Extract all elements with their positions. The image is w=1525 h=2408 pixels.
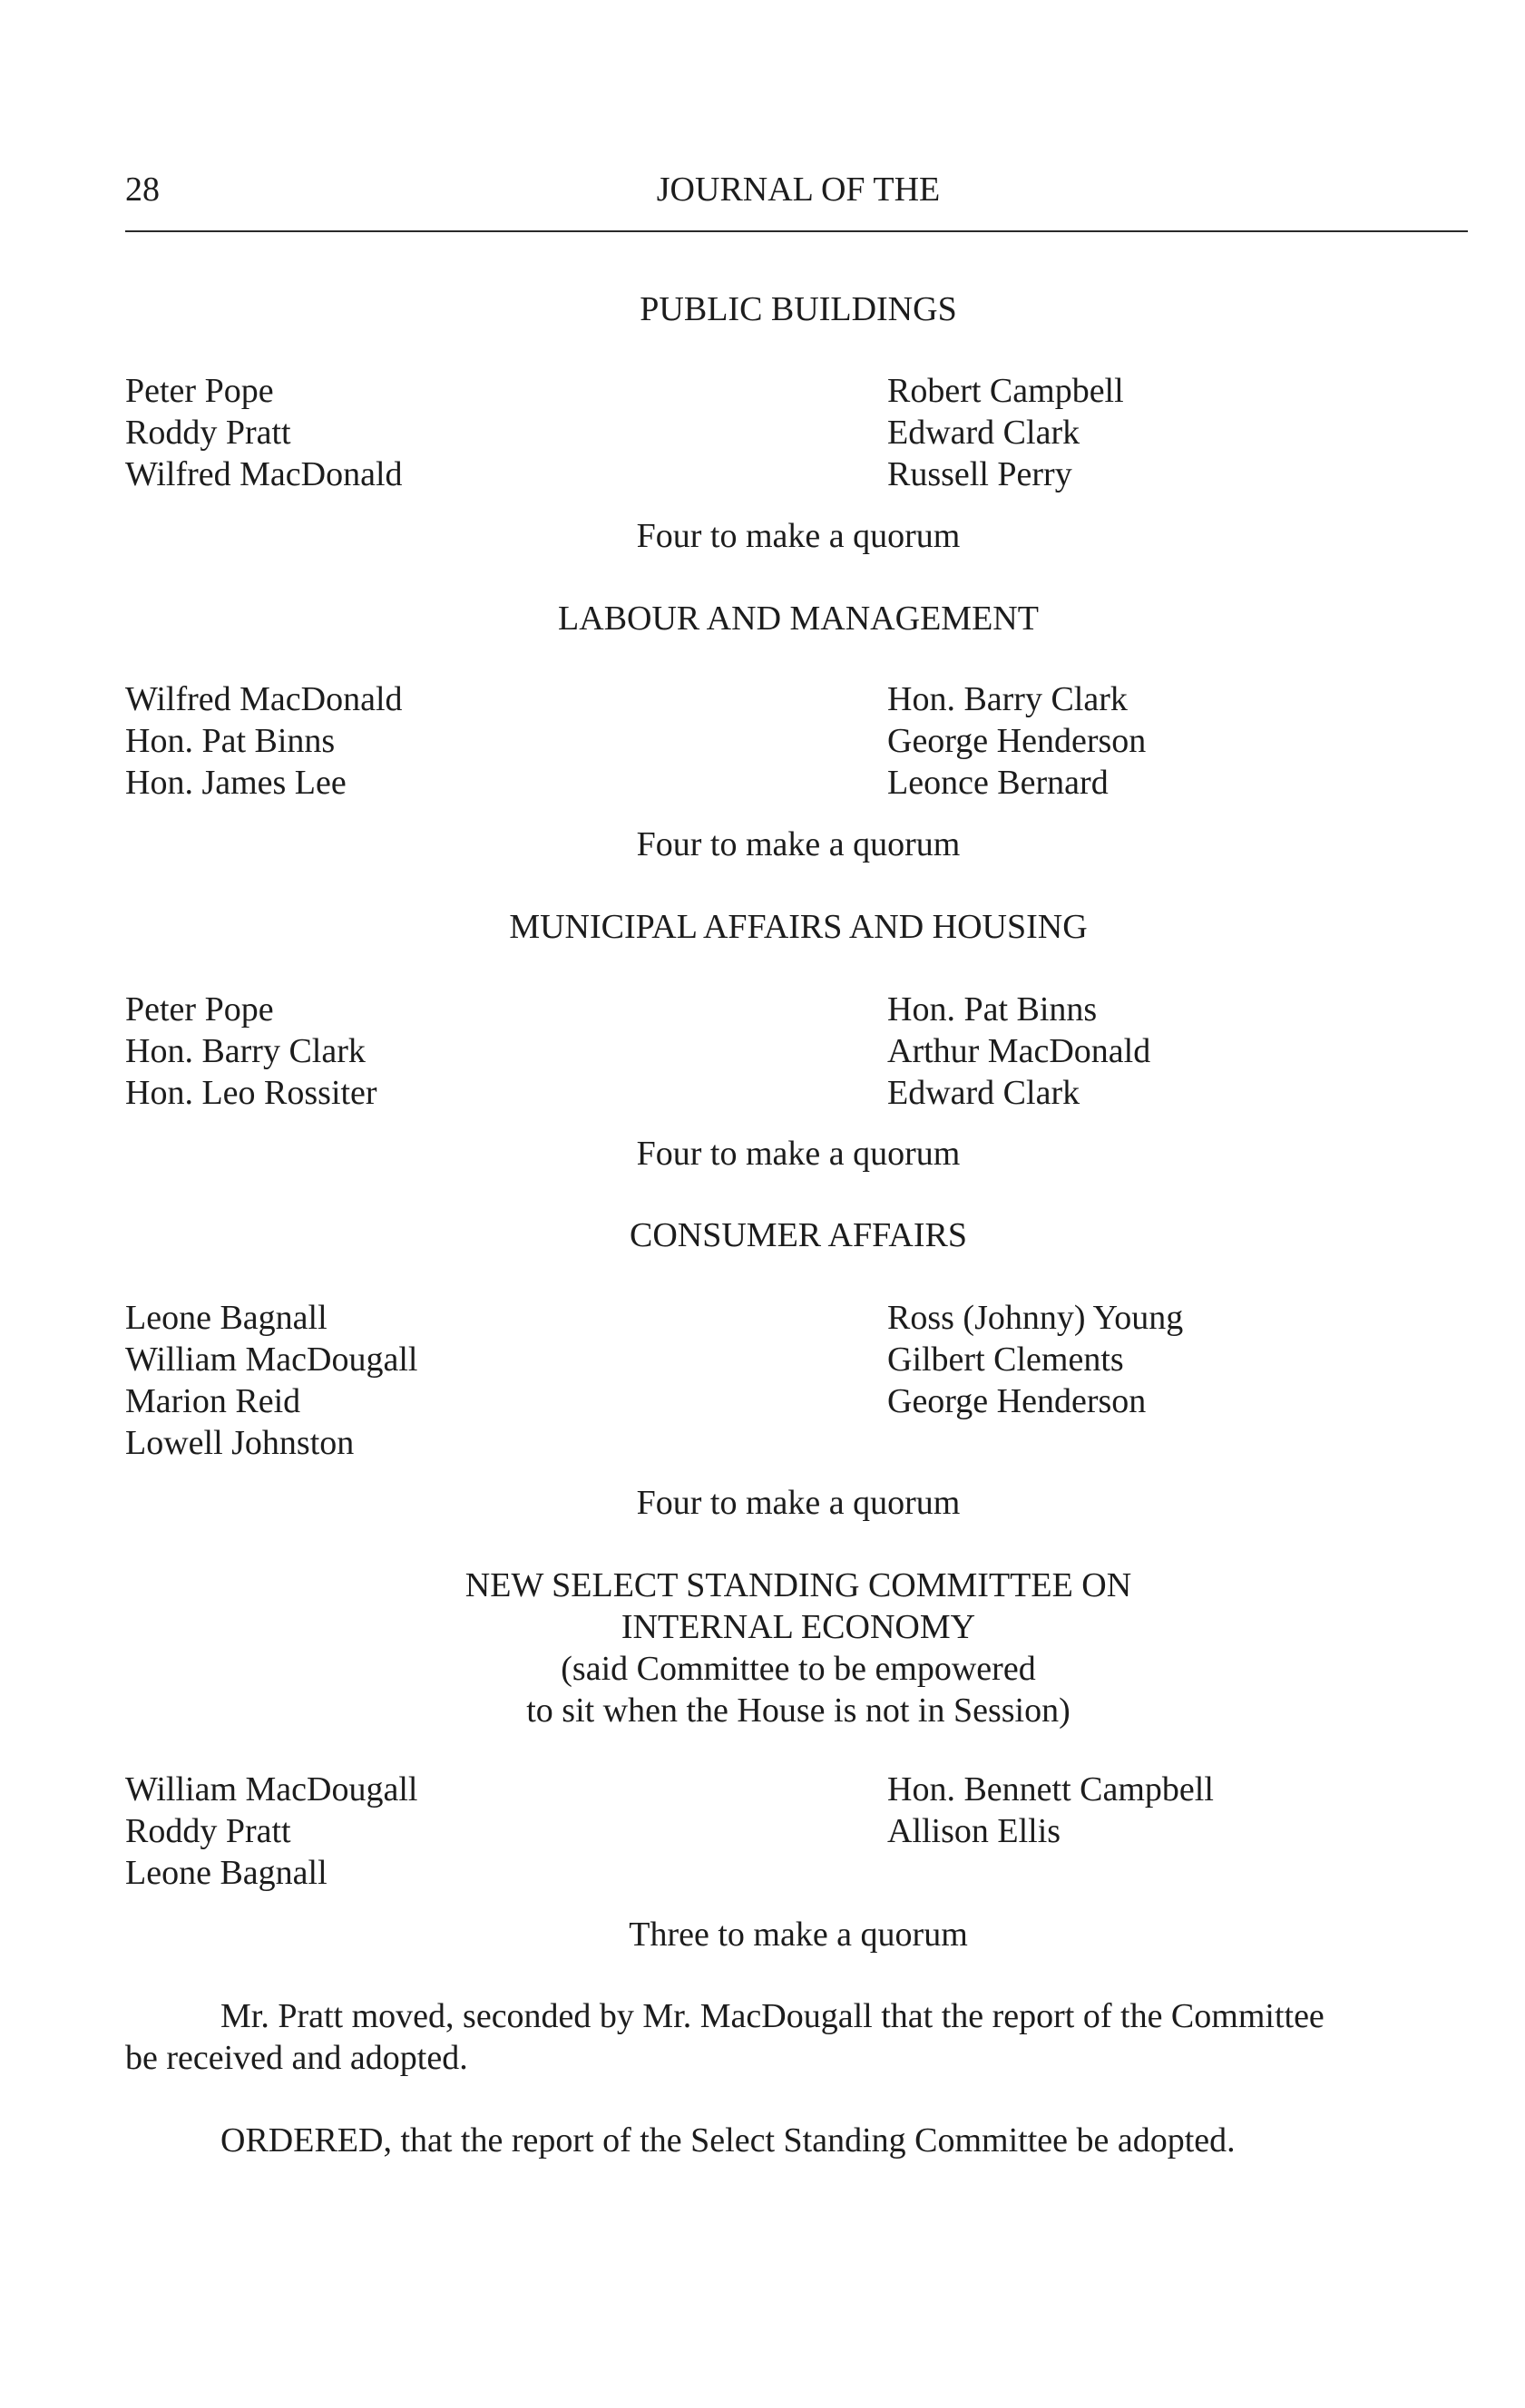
member-name: Allison Ellis: [887, 1812, 1061, 1850]
member-name: Leone Bagnall: [125, 1854, 327, 1892]
member-name: William MacDougall: [125, 1340, 418, 1379]
quorum-note: Four to make a quorum: [636, 1484, 961, 1522]
quorum-note: Four to make a quorum: [636, 1135, 961, 1173]
member-name: Peter Pope: [125, 990, 274, 1029]
motion-line: Mr. Pratt moved, seconded by Mr. MacDougall that the report of the Committee: [220, 1997, 1325, 2035]
member-name: Roddy Pratt: [125, 1812, 291, 1850]
header-rule: [125, 230, 1468, 232]
committee-left-members: [125, 1297, 417, 1464]
committee-left-members: [125, 1769, 417, 1894]
member-name: Lowell Johnston: [125, 1424, 355, 1462]
member-name: Hon. Leo Rossiter: [125, 1074, 377, 1112]
member-name: Arthur MacDonald: [887, 1032, 1151, 1070]
committee-left-members: [125, 678, 403, 804]
committee-subheading: (said Committee to be empowered: [561, 1650, 1036, 1688]
committee-heading-consumer-affairs: CONSUMER AFFAIRS: [629, 1216, 968, 1254]
member-name: Russell Perry: [887, 455, 1072, 493]
committee-right-members: [887, 1297, 1183, 1422]
motion-paragraph: [125, 1995, 1477, 2079]
member-name: Edward Clark: [887, 414, 1080, 452]
member-name: Edward Clark: [887, 1074, 1080, 1112]
committee-heading-internal-economy: NEW SELECT STANDING COMMITTEE ON: [464, 1566, 1132, 1604]
member-name: Gilbert Clements: [887, 1340, 1124, 1379]
member-name: Hon. Barry Clark: [887, 680, 1128, 718]
member-name: Hon. Pat Binns: [125, 722, 336, 760]
member-name: Peter Pope: [125, 372, 274, 410]
member-name: George Henderson: [887, 722, 1147, 760]
committee-right-members: [887, 370, 1124, 495]
committee-right-members: [887, 989, 1150, 1114]
member-name: Wilfred MacDonald: [125, 680, 403, 718]
committee-right-members: [887, 678, 1146, 804]
committee-left-members: [125, 989, 377, 1114]
running-title: JOURNAL OF THE: [656, 171, 941, 209]
quorum-note: Four to make a quorum: [636, 517, 961, 555]
committee-heading-public-buildings: PUBLIC BUILDINGS: [640, 290, 957, 328]
member-name: Robert Campbell: [887, 372, 1124, 410]
member-name: Ross (Johnny) Young: [887, 1299, 1184, 1337]
order-paragraph: [125, 2120, 1477, 2161]
page-number: 28: [125, 171, 160, 209]
member-name: Wilfred MacDonald: [125, 455, 403, 493]
committee-heading-municipal: MUNICIPAL AFFAIRS AND HOUSING: [509, 908, 1088, 946]
committee-heading-labour: LABOUR AND MANAGEMENT: [558, 600, 1039, 638]
member-name: George Henderson: [887, 1382, 1147, 1420]
quorum-note: Four to make a quorum: [636, 825, 961, 863]
order-line: ORDERED, that the report of the Select Standing Committee be adopted.: [220, 2121, 1236, 2159]
motion-line: be received and adopted.: [125, 2039, 468, 2077]
member-name: Roddy Pratt: [125, 414, 291, 452]
member-name: Leonce Bernard: [887, 764, 1109, 802]
quorum-note: Three to make a quorum: [629, 1916, 968, 1954]
committee-right-members: [887, 1769, 1214, 1852]
member-name: Marion Reid: [125, 1382, 301, 1420]
member-name: Hon. Barry Clark: [125, 1032, 366, 1070]
member-name: Hon. Pat Binns: [887, 990, 1098, 1029]
member-name: Leone Bagnall: [125, 1299, 327, 1337]
committee-left-members: [125, 370, 403, 495]
member-name: Hon. Bennett Campbell: [887, 1770, 1214, 1808]
member-name: William MacDougall: [125, 1770, 418, 1808]
member-name: Hon. James Lee: [125, 764, 347, 802]
committee-heading-internal-economy-line2: INTERNAL ECONOMY: [621, 1608, 976, 1646]
committee-subheading-line2: to sit when the House is not in Session): [526, 1691, 1070, 1730]
